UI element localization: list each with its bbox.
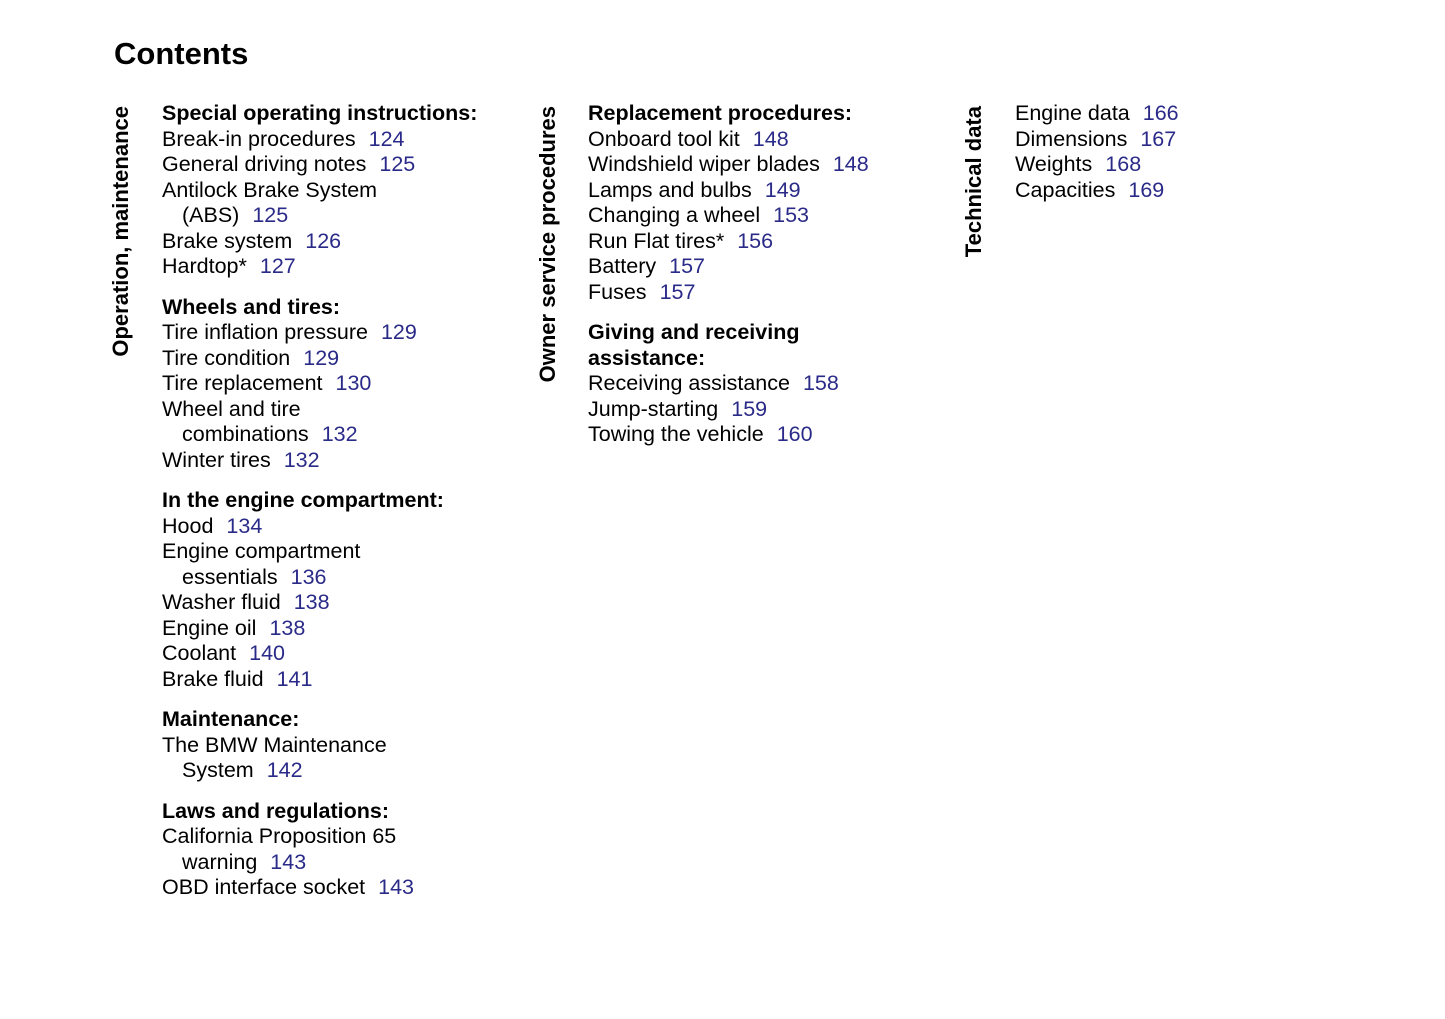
toc-entry-text: Onboard tool kit <box>588 126 740 151</box>
toc-page-link[interactable]: 157 <box>669 254 705 278</box>
toc-entry-bmw-maintenance-cont[interactable] <box>162 758 477 784</box>
toc-page-link[interactable]: 125 <box>252 203 289 227</box>
toc-entry-general-driving-notes[interactable] <box>162 152 477 178</box>
toc-entry-text: OBD interface socket <box>162 875 366 899</box>
toc-entry-text: Run Flat tires* <box>588 228 725 253</box>
toc-entry-text: Windshield wiper blades <box>588 152 820 176</box>
toc-entry-windshield-wiper-blades[interactable] <box>588 152 869 178</box>
toc-entry-break-in-procedures[interactable] <box>162 127 477 153</box>
toc-page-link[interactable]: 127 <box>259 254 296 278</box>
toc-page-link[interactable]: 142 <box>266 758 303 782</box>
toc-page-link[interactable]: 138 <box>269 615 306 640</box>
toc-entry-text: Lamps and bulbs <box>588 177 752 202</box>
toc-entry-text: Hardtop* <box>162 254 247 278</box>
section-label-operation-maintenance: Operation, maintenance <box>108 106 133 357</box>
toc-entry-tire-condition[interactable] <box>162 346 477 372</box>
toc-entry-text: Tire inflation pressure <box>162 320 368 344</box>
toc-entry-wheel-and-tire-cont[interactable] <box>162 422 477 448</box>
toc-entry-obd-interface-socket[interactable] <box>162 875 477 901</box>
toc-entry-hood[interactable] <box>162 514 477 540</box>
toc-entry-california-proposition-65[interactable] <box>162 824 477 850</box>
toc-group-maintenance <box>162 707 477 784</box>
section-label-owner-service-procedures: Owner service procedures <box>535 106 560 383</box>
toc-page-link[interactable]: 167 <box>1140 126 1177 151</box>
toc-entry-engine-oil[interactable] <box>162 616 477 642</box>
toc-entry-text: Fuses <box>588 279 647 304</box>
toc-entry-dimensions[interactable] <box>1015 127 1179 153</box>
toc-entry-text: The BMW Maintenance <box>162 732 387 757</box>
toc-entry-text: Washer fluid <box>162 590 281 614</box>
toc-page-link[interactable]: 136 <box>290 564 327 589</box>
toc-group-engine-compartment <box>162 488 477 692</box>
toc-page-link[interactable]: 166 <box>1142 101 1179 125</box>
toc-page-link[interactable]: 125 <box>379 152 416 176</box>
toc-group-title: Giving and receiving <box>588 320 800 344</box>
toc-group-special-operating-instructions <box>162 101 477 280</box>
toc-entry-tire-replacement[interactable] <box>162 371 477 397</box>
toc-entry-wheel-and-tire[interactable] <box>162 397 477 423</box>
toc-entry-text: Changing a wheel <box>588 203 761 227</box>
toc-page-link[interactable]: 124 <box>368 126 405 151</box>
toc-entry-california-proposition-65-cont[interactable] <box>162 850 477 876</box>
toc-group-laws-and-regulations <box>162 799 477 901</box>
toc-entry-text: Tire replacement <box>162 371 323 395</box>
toc-entry-text: Brake system <box>162 228 293 253</box>
toc-entry-text: Receiving assistance <box>588 371 790 395</box>
toc-entry-text: Break-in procedures <box>162 126 356 151</box>
toc-entry-capacities[interactable] <box>1015 178 1179 204</box>
toc-entry-antilock-brake-system-cont[interactable] <box>162 203 477 229</box>
toc-entry-brake-system[interactable] <box>162 229 477 255</box>
toc-page-link[interactable]: 140 <box>249 641 285 665</box>
toc-page-link[interactable]: 129 <box>303 345 340 370</box>
toc-entry-engine-compartment-cont[interactable] <box>162 565 477 591</box>
toc-entry-text: Jump-starting <box>588 396 719 421</box>
toc-entry-text: System <box>182 758 254 782</box>
toc-page-link[interactable]: 141 <box>276 666 313 691</box>
toc-entry-engine-compartment[interactable] <box>162 539 477 565</box>
toc-entry-coolant[interactable] <box>162 641 477 667</box>
toc-entry-antilock-brake-system[interactable] <box>162 178 477 204</box>
toc-group-title: Wheels and tires: <box>162 294 341 319</box>
toc-entry-tire-inflation-pressure[interactable] <box>162 320 477 346</box>
toc-page-link[interactable]: 159 <box>731 396 768 421</box>
toc-entry-text: Antilock Brake System <box>162 177 378 202</box>
toc-page-link[interactable]: 134 <box>226 513 263 538</box>
toc-entry-fuses[interactable] <box>588 280 869 306</box>
toc-column-owner-service-procedures <box>588 101 869 463</box>
toc-entry-brake-fluid[interactable] <box>162 667 477 693</box>
toc-page-link[interactable]: 169 <box>1128 177 1165 202</box>
toc-entry-text: Engine oil <box>162 615 257 640</box>
toc-page-link[interactable]: 132 <box>321 422 358 446</box>
toc-entry-text: General driving notes <box>162 152 367 176</box>
toc-group-technical-data <box>1015 101 1179 203</box>
toc-entry-hardtop[interactable] <box>162 254 477 280</box>
toc-entry-run-flat-tires[interactable] <box>588 229 869 255</box>
toc-entry-text: Wheel and tire <box>162 396 301 421</box>
toc-page-link[interactable]: 153 <box>773 203 810 227</box>
toc-group-giving-and-receiving-assistance <box>588 320 869 448</box>
toc-entry-text: Engine compartment <box>162 539 361 563</box>
toc-entry-text: California Proposition 65 <box>162 824 397 848</box>
toc-group-wheels-and-tires <box>162 295 477 474</box>
toc-entry-text: warning <box>182 849 258 874</box>
toc-entry-text: (ABS) <box>182 203 240 227</box>
toc-page-link[interactable]: 160 <box>776 422 813 446</box>
toc-page-link[interactable]: 168 <box>1105 152 1142 176</box>
toc-page-link[interactable]: 149 <box>764 177 801 202</box>
toc-entry-text: Tire condition <box>162 345 291 370</box>
toc-entry-text: Hood <box>162 513 214 538</box>
toc-entry-winter-tires[interactable] <box>162 448 477 474</box>
toc-column-technical-data <box>1015 101 1179 218</box>
toc-entry-towing-the-vehicle[interactable] <box>588 422 869 448</box>
toc-page-link[interactable]: 132 <box>283 447 320 472</box>
section-label-technical-data: Technical data <box>961 106 986 258</box>
toc-group-title: Maintenance: <box>162 707 300 731</box>
toc-page-link[interactable]: 143 <box>378 875 415 899</box>
toc-entry-text: Brake fluid <box>162 666 264 691</box>
toc-entry-onboard-tool-kit[interactable] <box>588 127 869 153</box>
toc-entry-text: Winter tires <box>162 447 271 472</box>
toc-group-title: In the engine compartment: <box>162 488 444 512</box>
page-title: Contents <box>114 36 249 71</box>
toc-page-link[interactable]: 126 <box>305 228 342 253</box>
toc-entry-text: Dimensions <box>1015 126 1128 151</box>
toc-entry-weights[interactable] <box>1015 152 1179 178</box>
toc-entry-text: Engine data <box>1015 101 1130 125</box>
toc-entry-text: Weights <box>1015 152 1093 176</box>
toc-entry-washer-fluid[interactable] <box>162 590 477 616</box>
toc-column-operation-maintenance <box>162 101 477 916</box>
toc-group-title-cont: assistance: <box>588 345 706 370</box>
toc-group-replacement-procedures <box>588 101 869 305</box>
toc-page-link[interactable]: 148 <box>832 152 869 176</box>
toc-page-link[interactable]: 156 <box>737 228 774 253</box>
toc-entry-lamps-and-bulbs[interactable] <box>588 178 869 204</box>
toc-page-link[interactable]: 130 <box>335 371 372 395</box>
toc-page-link[interactable]: 129 <box>380 320 417 344</box>
toc-entry-engine-data[interactable] <box>1015 101 1179 127</box>
toc-page-link[interactable]: 158 <box>802 371 839 395</box>
toc-entry-text: Battery <box>588 254 657 278</box>
toc-entry-text: Coolant <box>162 641 237 665</box>
toc-entry-bmw-maintenance[interactable] <box>162 733 477 759</box>
toc-entry-changing-a-wheel[interactable] <box>588 203 869 229</box>
toc-entry-jump-starting[interactable] <box>588 397 869 423</box>
toc-entry-text: Capacities <box>1015 177 1116 202</box>
toc-page-link[interactable]: 138 <box>293 590 330 614</box>
toc-page-link[interactable]: 148 <box>752 126 789 151</box>
toc-entry-battery[interactable] <box>588 254 869 280</box>
toc-entry-text: combinations <box>182 422 309 446</box>
toc-group-title: Laws and regulations: <box>162 798 389 823</box>
toc-group-title: Replacement procedures: <box>588 101 853 125</box>
toc-page-link[interactable]: 157 <box>659 279 696 304</box>
toc-entry-text: Towing the vehicle <box>588 422 764 446</box>
toc-entry-text: essentials <box>182 564 278 589</box>
toc-page-link[interactable]: 143 <box>270 849 307 874</box>
toc-entry-receiving-assistance[interactable] <box>588 371 869 397</box>
toc-group-title: Special operating instructions: <box>162 101 478 125</box>
